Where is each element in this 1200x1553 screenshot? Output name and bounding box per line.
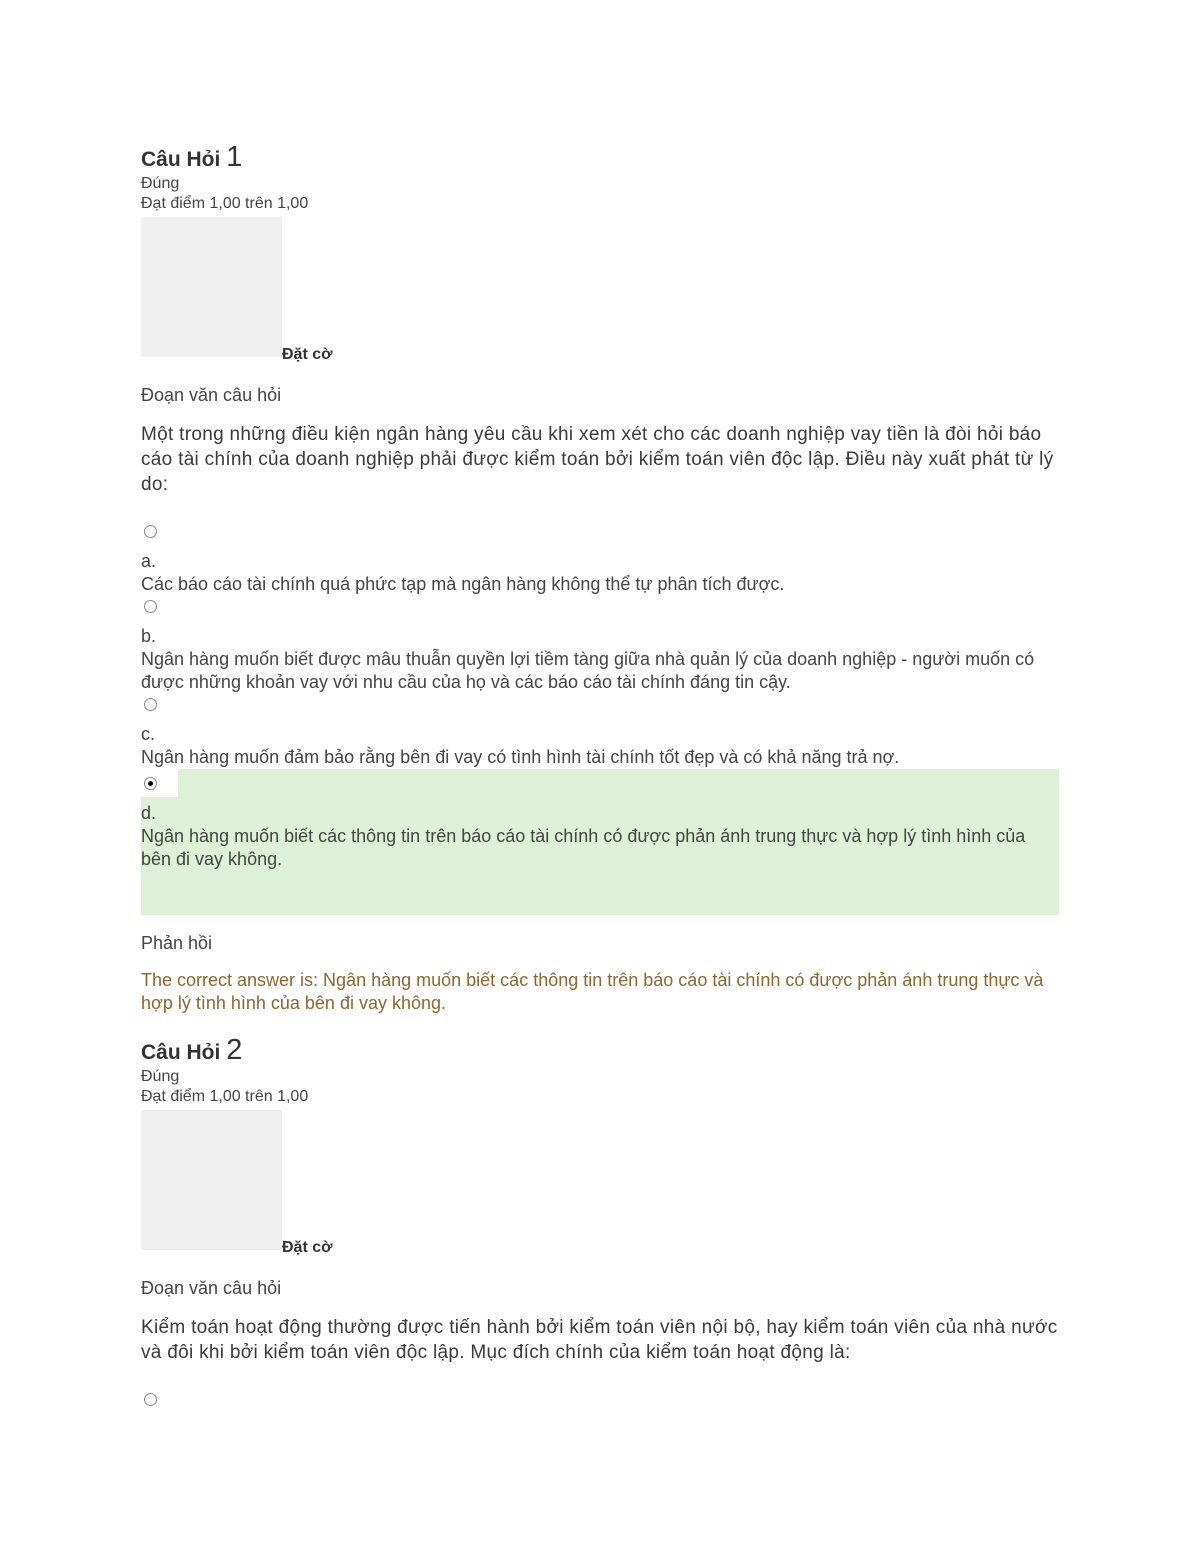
flag-question-link[interactable]: Đặt cờ: [282, 1239, 333, 1256]
correct-answer-feedback: The correct answer is: Ngân hàng muốn biết các thông tin trên báo cáo tài chính có được phản ánh trung thực và hợp lý tình hình của bên đi vay không.: [141, 970, 1044, 1013]
flag-icon[interactable]: [141, 1110, 282, 1250]
radio-button[interactable]: [144, 525, 157, 538]
question-title-prefix: Câu Hỏi: [141, 1041, 221, 1064]
question-text: Một trong những điều kiện ngân hàng yêu cầu khi xem xét cho các doanh nghiệp vay tiền là đòi hỏi báo cáo tài chính của doanh nghiệp phải được kiểm toán bởi kiểm toán viên độc lập. Điều này xuất phát từ lý do:: [141, 424, 1054, 495]
question-title-prefix: Câu Hỏi: [141, 148, 221, 171]
flag-icon[interactable]: [141, 217, 282, 357]
question-text-heading: Đoạn văn câu hỏi: [141, 1278, 282, 1298]
question-1: [141, 140, 1059, 1015]
question-title: [141, 1033, 1059, 1067]
flag-area: [141, 1107, 1059, 1257]
answer-text: Ngân hàng muốn biết được mâu thuẫn quyền lợi tiềm tàng giữa nhà quản lý của doanh nghiệp - người muốn có được những khoản vay với nhu cầu của họ và các báo cáo tài chính đáng tin cậy.: [141, 649, 1035, 692]
flag-area: [141, 214, 1059, 364]
answer-option-a[interactable]: [141, 1389, 1059, 1413]
answer-letter: b.: [141, 626, 157, 646]
flag-question-link[interactable]: Đặt cờ: [282, 346, 333, 363]
answer-text: Ngân hàng muốn biết các thông tin trên báo cáo tài chính có được phản ánh trung thực và hợp lý tình hình của bên đi vay không.: [141, 826, 1026, 869]
answer-option-b[interactable]: [141, 596, 1059, 694]
question-grade: Đạt điểm 1,00 trên 1,00: [141, 1088, 309, 1105]
quiz-review-page: [141, 140, 1059, 1413]
question-grade: Đạt điểm 1,00 trên 1,00: [141, 195, 309, 212]
question-2: [141, 1033, 1059, 1413]
answer-text: Ngân hàng muốn đảm bảo rằng bên đi vay có tình hình tài chính tốt đẹp và có khả năng trả nợ.: [141, 747, 900, 767]
answer-letter: a.: [141, 551, 157, 571]
question-number: 1: [226, 141, 243, 173]
question-state: Đúng: [141, 1068, 180, 1085]
answer-list: [141, 521, 1059, 915]
answer-option-c[interactable]: [141, 694, 1059, 769]
answer-option-a[interactable]: [141, 521, 1059, 596]
question-state: Đúng: [141, 175, 180, 192]
answer-text: Các báo cáo tài chính quá phức tạp mà ngân hàng không thể tự phân tích được.: [141, 574, 785, 594]
answer-letter: c.: [141, 724, 156, 744]
radio-button-selected[interactable]: [144, 777, 157, 790]
radio-button[interactable]: [144, 600, 157, 613]
answer-list: [141, 1389, 1059, 1413]
question-text-heading: Đoạn văn câu hỏi: [141, 385, 282, 405]
radio-button[interactable]: [144, 698, 157, 711]
question-number: 2: [226, 1034, 243, 1066]
answer-letter: d.: [141, 803, 157, 823]
radio-button[interactable]: [144, 1393, 157, 1406]
feedback-heading: Phản hồi: [141, 933, 213, 953]
question-title: [141, 140, 1059, 174]
question-text: Kiểm toán hoạt động thường được tiến hành bởi kiểm toán viên nội bộ, hay kiểm toán viên của nhà nước và đôi khi bởi kiểm toán viên độc lập. Mục đích chính của kiểm toán hoạt động là:: [141, 1317, 1058, 1363]
answer-option-d[interactable]: [141, 769, 1059, 915]
